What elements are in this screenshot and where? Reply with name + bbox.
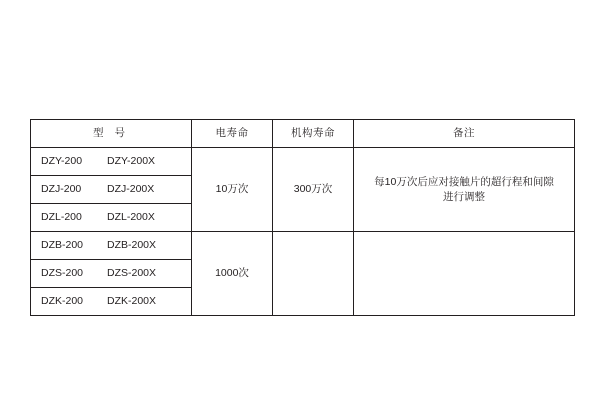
- model-code-primary: DZY-200: [41, 155, 83, 168]
- model-code-secondary: DZK-200X: [107, 295, 157, 308]
- cell-remark: [354, 148, 575, 232]
- model-code-secondary: DZY-200X: [107, 155, 156, 168]
- cell-remark-empty: [354, 232, 575, 316]
- column-header-remark: 备注: [354, 120, 575, 148]
- cell-model: [31, 148, 192, 176]
- column-header-mechanical-life: 机构寿命: [273, 120, 354, 148]
- table-row: [31, 148, 575, 176]
- cell-model: [31, 176, 192, 204]
- model-code-primary: DZJ-200: [41, 183, 82, 196]
- cell-mechanical-life-group-1: 300万次: [273, 148, 354, 232]
- model-code-secondary: DZL-200X: [107, 211, 155, 224]
- cell-electrical-life-group-2: 1000次: [192, 232, 273, 316]
- model-code-primary: DZB-200: [41, 239, 84, 252]
- remark-line-2: 进行调整: [443, 190, 485, 203]
- cell-model: [31, 204, 192, 232]
- cell-model: [31, 288, 192, 316]
- model-code-primary: DZK-200: [41, 295, 84, 308]
- column-header-electrical-life: 电寿命: [192, 120, 273, 148]
- model-code-primary: DZS-200: [41, 267, 84, 280]
- model-code-secondary: DZB-200X: [107, 239, 157, 252]
- table-header-row: [31, 120, 575, 148]
- cell-model: [31, 232, 192, 260]
- cell-mechanical-life-group-2: [273, 232, 354, 316]
- column-header-model: 型 号: [31, 120, 192, 148]
- model-code-secondary: DZJ-200X: [107, 183, 155, 196]
- specification-table: [30, 119, 575, 316]
- remark-line-1: 每10万次后应对接触片的超行程和间隙: [374, 176, 554, 189]
- cell-model: [31, 260, 192, 288]
- model-code-secondary: DZS-200X: [107, 267, 157, 280]
- table-row: [31, 232, 575, 260]
- model-code-primary: DZL-200: [41, 211, 82, 224]
- cell-electrical-life-group-1: 10万次: [192, 148, 273, 232]
